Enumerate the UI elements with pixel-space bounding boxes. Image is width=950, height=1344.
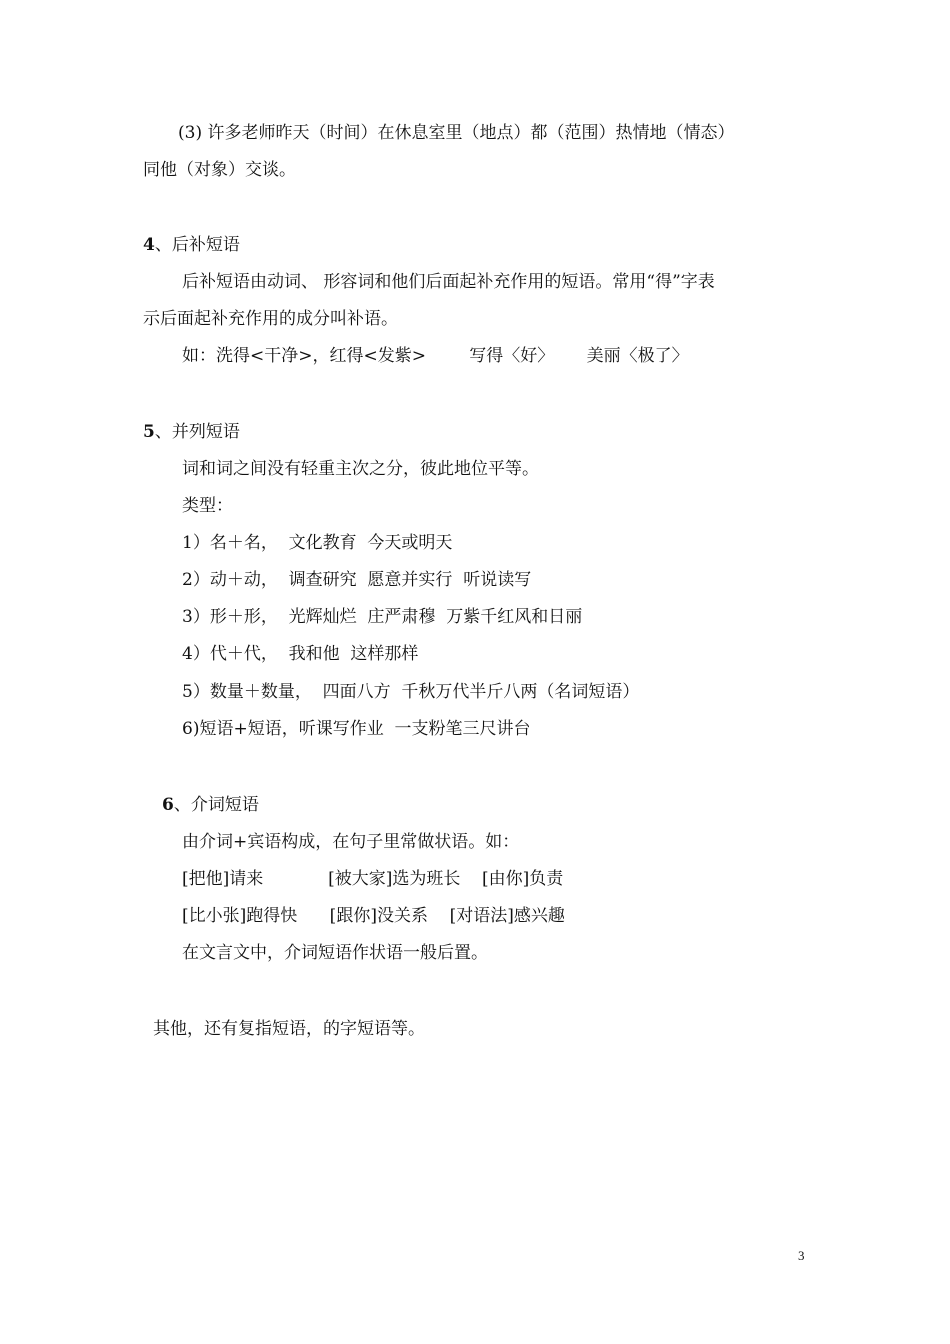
coordinate-desc: 词和词之间没有轻重主次之分，彼此地位平等。 [182,459,539,479]
adverbial-example-line-2: 同他（对象）交谈。 [143,160,296,180]
coordinate-types-label: 类型： [182,496,233,516]
coordinate-type-4: 4）代＋代， 我和他 这样那样 [182,644,419,664]
section-4-heading [143,234,240,256]
section-5-heading [143,421,240,443]
coordinate-type-3: 3）形＋形， 光辉灿烂 庄严肃穆 万紫千红风和日丽 [182,607,583,627]
prepositional-examples-row-1: [把他]请来 [被大家]选为班长 [由你]负责 [182,869,564,889]
section-6-number: 6 [162,795,174,815]
complement-example: 如：洗得<干净>，红得<发紫> 写得〈好〉 美丽〈极了〉 [182,346,689,366]
coordinate-type-5: 5）数量＋数量， 四面八方 千秋万代半斤八两（名词短语） [182,682,640,702]
section-5-title: 、并列短语 [154,422,240,442]
prepositional-note: 在文言文中，介词短语作状语一般后置。 [182,943,488,963]
prepositional-examples-row-2: [比小张]跑得快 [跟你]没关系 [对语法]感兴趣 [182,906,565,926]
complement-desc-line-1: 后补短语由动词、 形容词和他们后面起补充作用的短语。常用“得”字表 [182,272,715,292]
coordinate-type-2: 2）动＋动， 调查研究 愿意并实行 听说读写 [182,570,532,590]
section-5-number: 5 [143,422,155,442]
closing-line: 其他，还有复指短语，的字短语等。 [153,1019,425,1039]
section-4-number: 4 [143,235,155,255]
section-6-heading [162,794,259,816]
coordinate-type-6: 6)短语+短语，听课写作业 一支粉笔三尺讲台 [182,719,531,739]
adverbial-example-line-1: (3) 许多老师昨天（时间）在休息室里（地点）都（范围）热情地（情态） [178,123,735,143]
section-6-title: 、介词短语 [173,795,259,815]
coordinate-type-1: 1）名＋名， 文化教育 今天或明天 [182,533,453,553]
complement-desc-line-2: 示后面起补充作用的成分叫补语。 [143,309,398,329]
section-4-title: 、后补短语 [154,235,240,255]
prepositional-desc: 由介词+宾语构成，在句子里常做状语。如： [182,832,520,852]
page-number: 3 [798,1248,805,1263]
